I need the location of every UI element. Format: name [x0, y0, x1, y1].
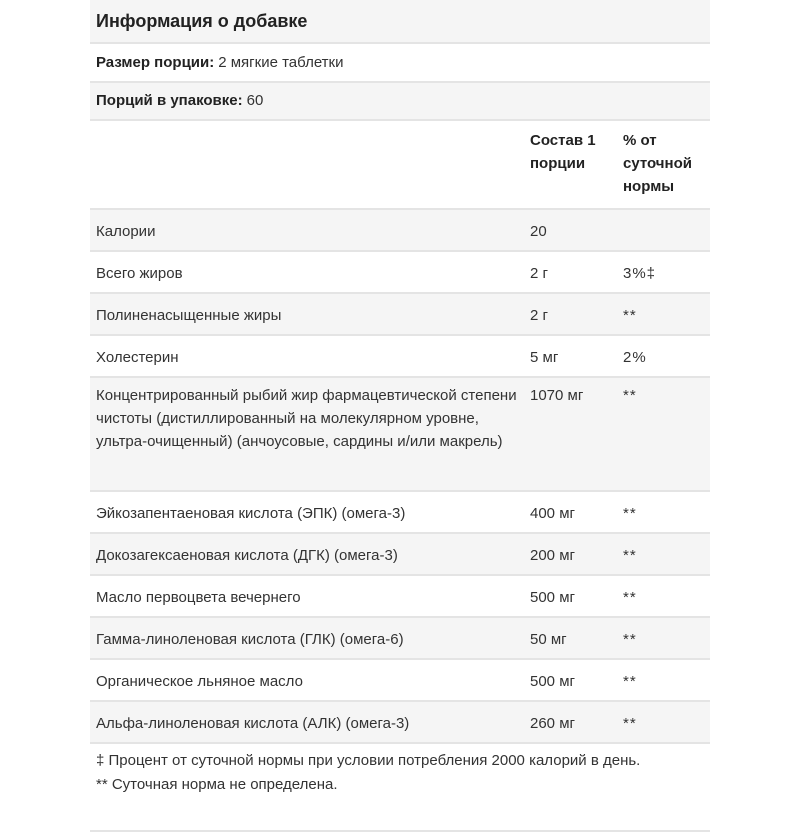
- column-header-daily-value: % от суточной нормы: [623, 132, 692, 195]
- serving-size-label: Размер порции:: [96, 53, 215, 71]
- table-row: [90, 336, 710, 378]
- ingredient-daily-value: **: [623, 505, 637, 522]
- ingredient-name: Калории: [96, 223, 156, 240]
- supplement-facts-title-row: [90, 0, 710, 44]
- ingredient-name: Масло первоцвета вечернего: [96, 589, 301, 606]
- table-row: [90, 378, 710, 492]
- table-row: [90, 210, 710, 252]
- column-header-row: [90, 121, 710, 210]
- ingredient-amount: 500 мг: [530, 673, 575, 690]
- servings-per-container-label: Порций в упаковке:: [96, 92, 243, 110]
- ingredient-daily-value: **: [623, 387, 637, 404]
- table-row: [90, 252, 710, 294]
- column-header-amount: Состав 1 порции: [530, 132, 596, 172]
- ingredient-daily-value: **: [623, 715, 637, 732]
- serving-size-value: 2 мягкие таблетки: [218, 53, 344, 71]
- ingredient-amount: 20: [530, 223, 547, 240]
- table-row: [90, 660, 710, 702]
- ingredient-name: Холестерин: [96, 349, 179, 366]
- ingredient-amount: 200 мг: [530, 547, 575, 564]
- ingredient-daily-value: **: [623, 589, 637, 606]
- table-row: [90, 618, 710, 660]
- ingredient-name: Эйкозапентаеновая кислота (ЭПК) (омега-3): [96, 505, 406, 522]
- page-title: Информация о добавке: [96, 10, 308, 31]
- footnotes: [90, 744, 710, 832]
- servings-per-container-row: [90, 83, 710, 122]
- ingredient-name: Всего жиров: [96, 265, 183, 282]
- ingredient-daily-value: **: [623, 631, 637, 648]
- ingredient-amount: 5 мг: [530, 349, 559, 366]
- ingredient-amount: 400 мг: [530, 505, 575, 522]
- ingredient-amount: 2 г: [530, 265, 548, 282]
- ingredient-daily-value: 2%: [623, 349, 647, 366]
- ingredient-name: Альфа-линоленовая кислота (АЛК) (омега-3): [96, 715, 410, 732]
- ingredient-name: Гамма-линоленовая кислота (ГЛК) (омега-6): [96, 631, 404, 648]
- ingredient-name: Полиненасыщенные жиры: [96, 307, 282, 324]
- ingredient-name: Концентрированный рыбий жир фармацевтической степени чистоты (дистиллированный на молекулярном уровне, ультра-очищенный) (анчоусовые, сардины и/или макрель): [96, 387, 517, 450]
- table-row: [90, 702, 710, 744]
- table-row: [90, 492, 710, 534]
- ingredient-daily-value: **: [623, 547, 637, 564]
- not-established-footnote: ** Суточная норма не определена.: [96, 776, 338, 793]
- ingredient-amount: 1070 мг: [530, 387, 584, 404]
- ingredient-amount: 2 г: [530, 307, 548, 324]
- ingredient-amount: 500 мг: [530, 589, 575, 606]
- serving-size-row: [90, 44, 710, 83]
- table-row: [90, 576, 710, 618]
- ingredient-daily-value: **: [623, 307, 637, 324]
- servings-per-container-value: 60: [246, 92, 264, 110]
- table-row: [90, 294, 710, 336]
- ingredient-amount: 50 мг: [530, 631, 567, 648]
- ingredient-daily-value: 3%‡: [623, 265, 657, 282]
- supplement-facts-table: [90, 0, 710, 832]
- daily-value-footnote: ‡ Процент от суточной нормы при условии потребления 2000 калорий в день.: [96, 752, 641, 769]
- ingredient-name: Докозагексаеновая кислота (ДГК) (омега-3): [96, 547, 398, 564]
- ingredient-name: Органическое льняное масло: [96, 673, 303, 690]
- table-row: [90, 534, 710, 576]
- ingredient-daily-value: **: [623, 673, 637, 690]
- ingredient-amount: 260 мг: [530, 715, 575, 732]
